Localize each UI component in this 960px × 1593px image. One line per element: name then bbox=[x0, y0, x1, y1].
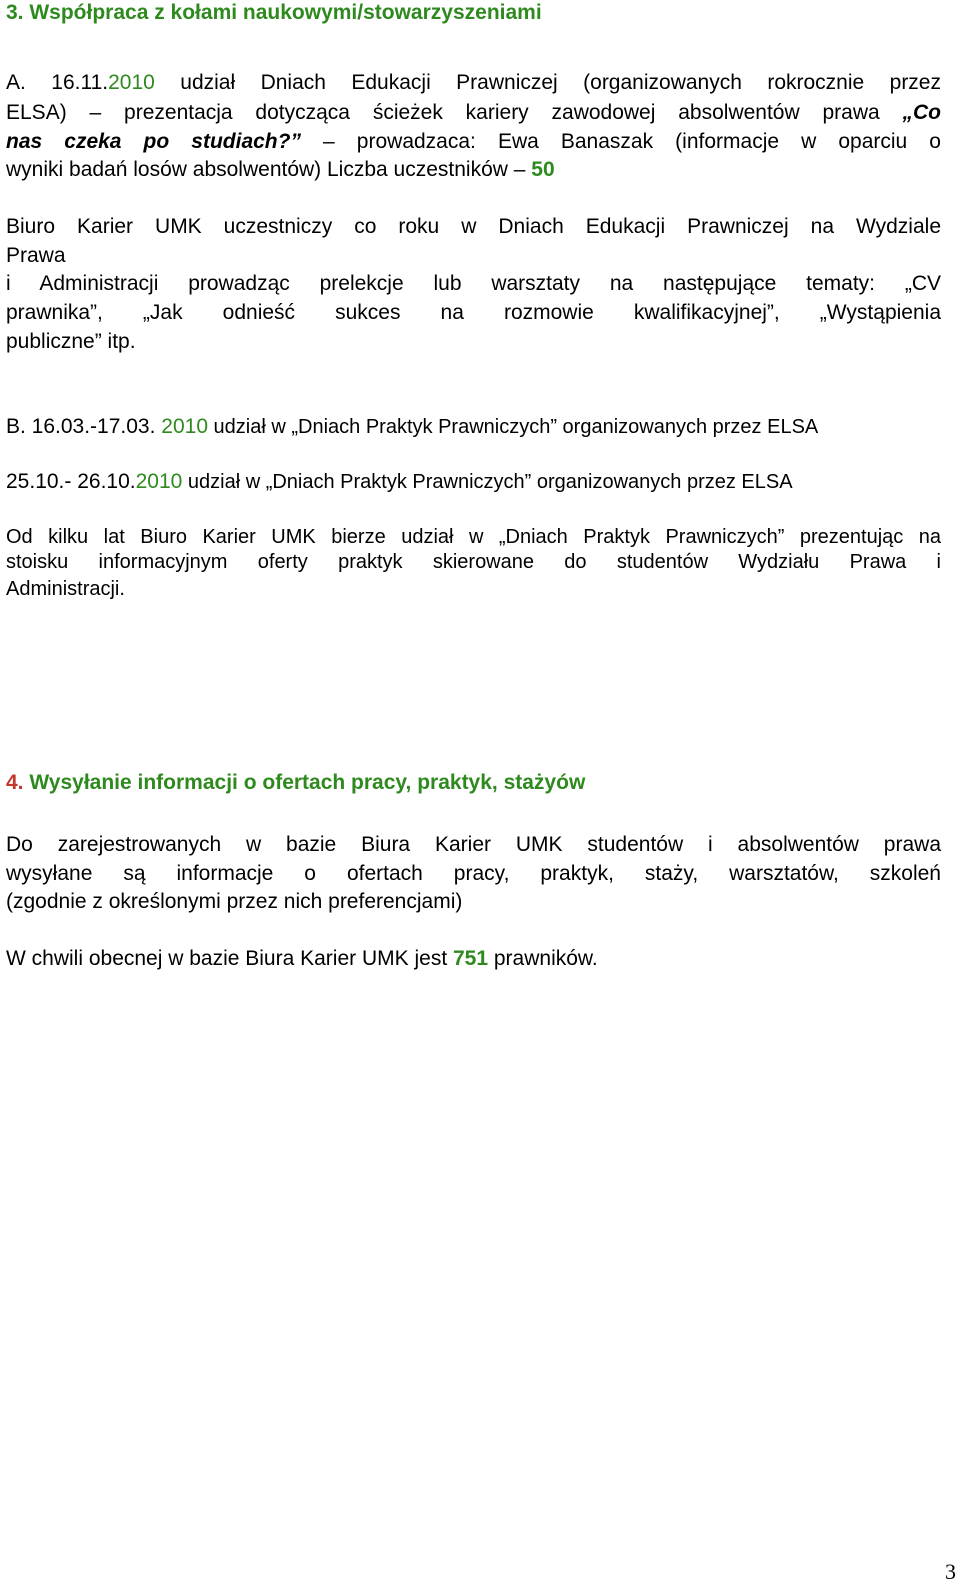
biuro-line-3: i Administracji prowadząc prelekcje lub warsztaty na następujące tematy: „CV bbox=[6, 272, 941, 295]
section-4-para-line-3: (zgodnie z określonymi przez nich preferencjami) bbox=[6, 890, 463, 913]
item-b-date-prefix: B. 16.03.-17.03. bbox=[6, 415, 162, 438]
odkilku-line-1: Od kilku lat Biuro Karier UMK bierze udział w „Dniach Praktyk Prawniczych” prezentując na bbox=[6, 526, 941, 548]
item-a-line-1-text: udział Dniach Edukacji Prawniczej (organizowanych rokrocznie przez bbox=[154, 71, 941, 94]
lawyer-count-prefix: W chwili obecnej w bazie Biura Karier UMK jest bbox=[6, 947, 453, 970]
odkilku-line-3: Administracji. bbox=[6, 578, 125, 600]
page-number: 3 bbox=[945, 1559, 956, 1584]
item-a-date-prefix: A. 16.11. bbox=[6, 71, 109, 94]
biuro-line-2: Prawa bbox=[6, 244, 66, 267]
lawyer-count-line bbox=[6, 946, 598, 972]
item-a-title-part-1: „Co bbox=[902, 101, 941, 124]
biuro-line-4: prawnika”, „Jak odnieść sukces na rozmowie kwalifikacyjnej”, „Wystąpienia bbox=[6, 301, 941, 324]
item-a-line-2-text: ELSA) – prezentacja dotycząca ścieżek kariery zawodowej absolwentów prawa bbox=[6, 101, 903, 124]
section-4-heading bbox=[6, 770, 585, 796]
section-4-para-line-2: wysyłane są informacje o ofertach pracy, praktyk, staży, warsztatów, szkoleń bbox=[6, 862, 941, 885]
item-a-line-3-text: – prowadzaca: Ewa Banaszak (informacje w oparciu o bbox=[300, 130, 941, 153]
section-4-title-tail: ów bbox=[556, 771, 586, 794]
lawyer-count-value: 751 bbox=[453, 947, 489, 970]
item-c-text: udział w „Dniach Praktyk Prawniczych” organizowanych przez ELSA bbox=[182, 471, 793, 493]
item-c-line bbox=[6, 469, 793, 495]
item-a-line-1 bbox=[6, 70, 941, 96]
section-4-para-line-1: Do zarejestrowanych w bazie Biura Karier UMK studentów i absolwentów prawa bbox=[6, 833, 941, 856]
item-c-date-prefix: 25.10.- 26.10. bbox=[6, 470, 136, 493]
odkilku-line-2: stoisku informacyjnym oferty praktyk skierowane do studentów Wydziału Prawa i bbox=[6, 551, 941, 573]
section-4-title: Wysyłanie informacji o ofertach pracy, praktyk, staży bbox=[23, 771, 557, 794]
item-a-line-4 bbox=[6, 157, 555, 183]
section-4-number: 4. bbox=[6, 771, 24, 794]
item-a-line-3 bbox=[6, 129, 941, 155]
item-a-line-2 bbox=[6, 100, 941, 126]
biuro-line-1: Biuro Karier UMK uczestniczy co roku w Dniach Edukacji Prawniczej na Wydziale bbox=[6, 215, 941, 238]
section-3-heading: 3. Współpraca z kołami naukowymi/stowarzyszeniami bbox=[6, 1, 542, 24]
item-c-year: 2010 bbox=[135, 470, 183, 493]
item-a-year: 2010 bbox=[108, 71, 155, 94]
item-a-title-part-2: nas czeka po studiach?” bbox=[6, 130, 301, 153]
item-a-line-4-text: wyniki badań losów absolwentów) Liczba uczestników – bbox=[6, 158, 532, 181]
item-b-line bbox=[6, 414, 818, 440]
lawyer-count-suffix: prawników. bbox=[488, 947, 598, 970]
item-b-year: 2010 bbox=[161, 415, 208, 438]
item-b-text: udział w „Dniach Praktyk Prawniczych” organizowanych przez ELSA bbox=[208, 416, 819, 438]
item-a-participant-count: 50 bbox=[531, 158, 555, 181]
biuro-line-5: publiczne” itp. bbox=[6, 330, 136, 353]
